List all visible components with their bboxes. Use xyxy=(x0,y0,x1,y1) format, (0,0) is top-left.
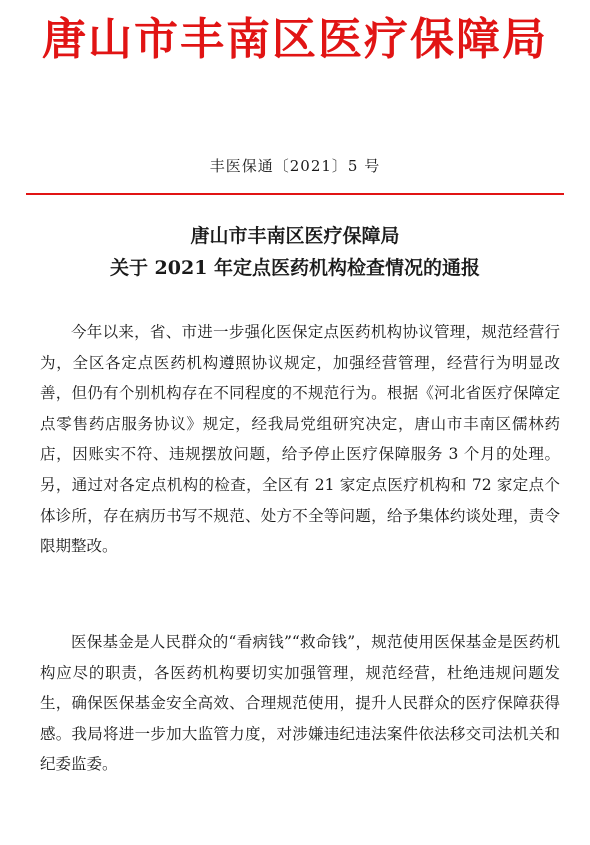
document-header-title: 唐山市丰南区医疗保障局 xyxy=(42,14,548,65)
red-divider-line xyxy=(26,193,564,195)
notice-title-line-1: 唐山市丰南区医疗保障局 xyxy=(190,225,400,247)
body-paragraph-2: 医保基金是人民群众的“看病钱”“救命钱”，规范使用医保基金是医药机构应尽的职责，各医药机构要切实加强管理，规范经营，杜绝违规问题发生，确保医保基金安全高效、合理规范使用，提升人民群众的医疗保障获得感。我局将进一步加大监管力度，对涉嫌违纪违法案件依法移交司法机关和纪委监委。 xyxy=(40,633,560,774)
notice-title-line-2: 关于 2021 年定点医药机构检查情况的通报 xyxy=(109,257,481,279)
body-paragraph-1: 今年以来，省、市进一步强化医保定点医药机构协议管理，规范经营行为，全区各定点医药机构遵照协议规定，加强经营管理，经营行为明显改善，但仍有个别机构存在不同程度的不规范行为。根据《河北省医疗保障定点零售药店服务协议》规定，经我局党组研究决定，唐山市丰南区儒林药店，因账实不符、违规摆放问题，给予停止医疗保障服务 3 个月的处理。另，通过对各定点机构的检查，全区有 21 家定点医疗机构和 72 家定点个体诊所，存在病历书写不规范、处方不全等问题，给予集体约谈处理，责令限期整改。 xyxy=(40,323,560,556)
document-number: 丰医保通〔2021〕5 号 xyxy=(209,157,381,175)
